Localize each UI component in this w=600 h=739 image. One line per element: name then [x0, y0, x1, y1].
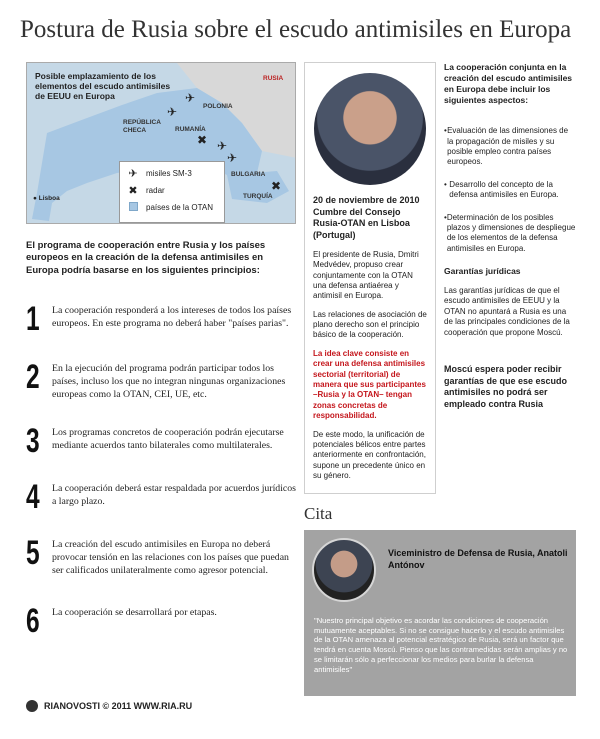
- radar-icon: ✖: [128, 185, 138, 197]
- missile-marker-icon: ✈: [167, 105, 178, 119]
- summit-paragraph: El presidente de Rusia, Dmitri Medvédev, propuso crear conjuntamente con la OTAN una defensa antiaérea y antimisil en Europa.: [313, 249, 419, 301]
- europe-map: [26, 62, 296, 224]
- nato-square-icon: [126, 202, 140, 214]
- legend-row: [126, 165, 218, 182]
- principle-text: La cooperación se desarrollará por etapas.: [52, 607, 217, 618]
- principle-text: La cooperación responderá a los intereses de todos los países europeos. En este programa no deberá haber "países parias".: [52, 305, 292, 330]
- legend-label: países de la OTAN: [146, 203, 213, 212]
- principle-text: La creación del escudo antimisiles en Europa no deberá provocar tensión en las relaciones con los países que puedan ser calificados unilateralmente como agresor potencial.: [52, 539, 289, 577]
- aspects-list: [444, 126, 576, 254]
- legend-row: [126, 182, 218, 199]
- radar-marker-icon: ✖: [271, 179, 282, 193]
- principle-item: [26, 360, 296, 402]
- summit-card: [304, 62, 436, 494]
- principle-number: 4: [26, 478, 40, 516]
- country-label: REPÚBLICA CHECA: [123, 119, 161, 134]
- city-label: ● Lisboa: [33, 195, 60, 202]
- principle-number: 6: [26, 602, 40, 640]
- principle-number: 1: [26, 300, 40, 338]
- list-item-text: Desarrollo del concepto de la defensa antimisiles en Europa.: [449, 179, 559, 200]
- missile-marker-icon: ✈: [227, 151, 238, 165]
- page-title: Postura de Rusia sobre el escudo antimisiles en Europa: [20, 16, 572, 43]
- principle-number: 5: [26, 534, 40, 572]
- principle-text: En la ejecución del programa podrán participar todos los países, incluso los que no integran ningunas organizaciones europeas como la OTAN, CEI, UE, etc.: [52, 363, 286, 401]
- missile-icon: ✈: [128, 168, 138, 180]
- country-label: POLONIA: [203, 103, 233, 110]
- footer-text: RIANOVOSTI © 2011 WWW.RIA.RU: [44, 701, 193, 711]
- legend-row: [126, 199, 218, 216]
- country-label: BULGARIA: [231, 171, 266, 178]
- summit-date: 20 de noviembre de 2010 Cumbre del Consejo Rusia-OTAN en Lisboa (Portugal): [313, 195, 420, 241]
- principle-number: 2: [26, 358, 40, 396]
- summit-key-idea: La idea clave consiste en crear una defensa antimisiles sectorial (territorial) de manera que sus participantes –Rusia y la OTAN– tengan zonas concretas de responsabilidad.: [313, 348, 426, 421]
- missile-marker-icon: ✈: [185, 91, 196, 105]
- closing-statement: Moscú espera poder recibir garantías de que ese escudo antimisiles no podrá ser empleado contra Rusia: [444, 364, 568, 410]
- principle-item: [26, 302, 296, 336]
- principle-item: [26, 604, 296, 638]
- principle-text: Los programas concretos de cooperación podrán ejecutarse mediante acuerdos tanto bilaterales como multilaterales.: [52, 427, 284, 452]
- medvedev-portrait: [314, 73, 426, 185]
- quote-box: [304, 530, 576, 696]
- intro-text: El programa de cooperación entre Rusia y los países europeos en la creación de la defensa antimisiles en Europa podría basarse en los siguientes principios:: [26, 240, 266, 276]
- ria-logo-icon: [26, 700, 38, 712]
- country-label: RUSIA: [263, 75, 284, 82]
- map-legend: [119, 161, 225, 223]
- summit-paragraph: Las relaciones de asociación de plano derecho son el principio básico de la cooperación.: [313, 309, 427, 340]
- antonov-portrait: [312, 538, 376, 602]
- map-title: Posible emplazamiento de los elementos del escudo antimisiles de EEUU en Europa: [35, 71, 171, 102]
- quote-text: "Nuestro principal objetivo es acordar las condiciones de cooperación mutuamente aceptables. Si no se consigue hacerlo y el escudo antimisiles de la OTAN amenaza al potencial estratégico de Rusia, será un factor que tendrá en cuenta Moscú. Pienso que las contramedidas serán amplias y no se limitarán sólo a perfeccionar los medios para burlar la defensa antimisiles": [314, 616, 568, 674]
- list-item: • Determinación de los posibles plazos y dimensiones de despliegue de los elementos de la defensa antimisiles en Europa.: [444, 212, 576, 253]
- missile-marker-icon: ✈: [217, 139, 228, 153]
- aspects-column: [444, 62, 576, 411]
- principle-item: [26, 480, 296, 514]
- footer-credit: [26, 700, 192, 712]
- list-item: • Evaluación de las dimensiones de la propagación de misiles y su posible empleo contra países europeos.: [444, 126, 576, 168]
- list-item-text: Evaluación de las dimensiones de la propagación de misiles y su posible empleo contra países europeos.: [447, 126, 569, 167]
- principle-item: [26, 424, 296, 458]
- aspects-heading: La cooperación conjunta en la creación del escudo antimisiles en Europa debe incluir los siguientes aspectos:: [444, 62, 573, 106]
- country-label: TURQUÍA: [243, 193, 273, 200]
- quote-author: Viceministro de Defensa de Rusia, Anatoli Antónov: [388, 548, 568, 570]
- list-item-text: Determinación de los posibles plazos y dimensiones de despliegue de los elementos de la defensa antimisiles en Europa.: [446, 212, 576, 253]
- list-item: • Desarrollo del concepto de la defensa antimisiles en Europa.: [444, 180, 576, 201]
- legend-label: misiles SM-3: [146, 169, 192, 178]
- guarantees-heading: Garantías jurídicas: [444, 266, 521, 277]
- radar-marker-icon: ✖: [197, 133, 208, 147]
- quote-label: Cita: [304, 504, 333, 523]
- principle-text: La cooperación deberá estar respaldada por acuerdos jurídicos a largo plazo.: [52, 483, 296, 508]
- legend-label: radar: [146, 186, 165, 195]
- principle-number: 3: [26, 422, 40, 460]
- country-label: RUMANÍA: [175, 126, 206, 133]
- principle-item: [26, 536, 296, 578]
- summit-paragraph: De este modo, la unificación de potenciales bélicos entre partes anteriormente en confrontación, supone un precedente único en su género.: [313, 429, 426, 481]
- guarantees-text: Las garantías jurídicas de que el escudo antimisiles de EEUU y la OTAN no apuntará a Rusia es una de las principales condiciones de la cooperación que propone Moscú.: [444, 286, 570, 337]
